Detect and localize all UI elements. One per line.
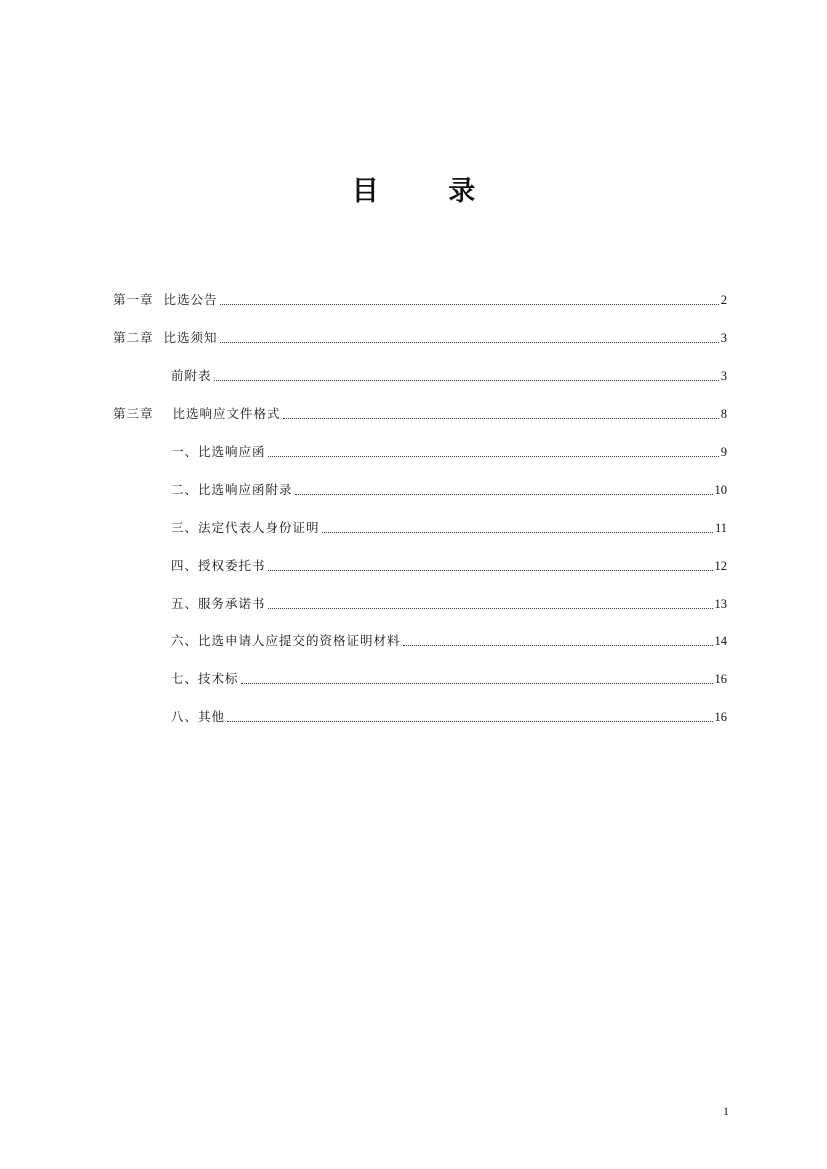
toc-page-number: 9 bbox=[720, 445, 727, 459]
toc-dot-leader bbox=[227, 721, 712, 722]
toc-entry-front-table[interactable] bbox=[171, 367, 727, 385]
toc-page-number: 3 bbox=[720, 369, 727, 383]
toc-page-number: 2 bbox=[720, 293, 727, 307]
toc-dot-leader bbox=[268, 570, 713, 571]
toc-page-number: 10 bbox=[714, 483, 727, 497]
toc-dot-leader bbox=[241, 683, 713, 684]
toc-dot-leader bbox=[220, 342, 719, 343]
toc-page-number: 16 bbox=[714, 710, 727, 724]
toc-entry-label: 一、比选响应函 bbox=[171, 444, 266, 459]
toc-page-number: 8 bbox=[720, 407, 727, 421]
toc-entry-section-2[interactable] bbox=[171, 481, 727, 499]
toc-entry-chapter-1[interactable] bbox=[113, 291, 727, 309]
toc-page-number: 16 bbox=[714, 672, 727, 686]
toc-dot-leader bbox=[322, 532, 713, 533]
toc-entry-chapter-3[interactable] bbox=[113, 405, 727, 423]
toc-entry-label: 前附表 bbox=[171, 368, 212, 383]
toc-entry-section-5[interactable] bbox=[171, 595, 727, 613]
toc-dot-leader bbox=[295, 494, 713, 495]
toc-entry-label: 五、服务承诺书 bbox=[171, 596, 266, 611]
toc-page-number: 12 bbox=[714, 559, 727, 573]
page-title: 目 录 bbox=[351, 176, 506, 207]
toc-dot-leader bbox=[268, 456, 719, 457]
toc-dot-leader bbox=[283, 418, 719, 419]
toc-chapter-number: 第三章 bbox=[113, 406, 154, 421]
toc-entry-section-1[interactable] bbox=[171, 443, 727, 461]
toc-dot-leader bbox=[214, 380, 719, 381]
toc-entry-section-4[interactable] bbox=[171, 557, 727, 575]
toc-entry-section-7[interactable] bbox=[171, 670, 727, 688]
page-number: 1 bbox=[723, 1104, 729, 1118]
toc-chapter-number: 第一章 bbox=[113, 292, 154, 307]
toc-page-number: 14 bbox=[714, 634, 727, 648]
toc-entry-label bbox=[113, 405, 281, 423]
toc-entry-label: 二、比选响应函附录 bbox=[171, 482, 293, 497]
toc-chapter-title: 比选响应文件格式 bbox=[172, 406, 281, 421]
toc-page-number: 13 bbox=[714, 597, 727, 611]
toc-chapter-title: 比选须知 bbox=[163, 330, 218, 345]
toc-entry-label bbox=[113, 291, 218, 309]
toc-entry-label bbox=[113, 329, 218, 347]
toc-entry-label: 六、比选申请人应提交的资格证明材料 bbox=[171, 633, 401, 648]
toc-page-number: 11 bbox=[714, 521, 727, 535]
toc-entry-section-8[interactable] bbox=[171, 708, 727, 726]
toc-entry-label: 四、授权委托书 bbox=[171, 558, 266, 573]
toc-dot-leader bbox=[268, 608, 713, 609]
toc-entry-label: 七、技术标 bbox=[171, 671, 239, 686]
toc-entry-section-6[interactable] bbox=[171, 632, 727, 650]
toc-entry-section-3[interactable] bbox=[171, 519, 727, 537]
toc-chapter-title: 比选公告 bbox=[163, 292, 218, 307]
toc-entry-label: 三、法定代表人身份证明 bbox=[171, 520, 320, 535]
toc-dot-leader bbox=[403, 645, 713, 646]
toc-chapter-number: 第二章 bbox=[113, 330, 154, 345]
toc-dot-leader bbox=[220, 304, 719, 305]
toc-entry-chapter-2[interactable] bbox=[113, 329, 727, 347]
toc-entry-label: 八、其他 bbox=[171, 709, 226, 724]
toc-page-number: 3 bbox=[720, 331, 727, 345]
